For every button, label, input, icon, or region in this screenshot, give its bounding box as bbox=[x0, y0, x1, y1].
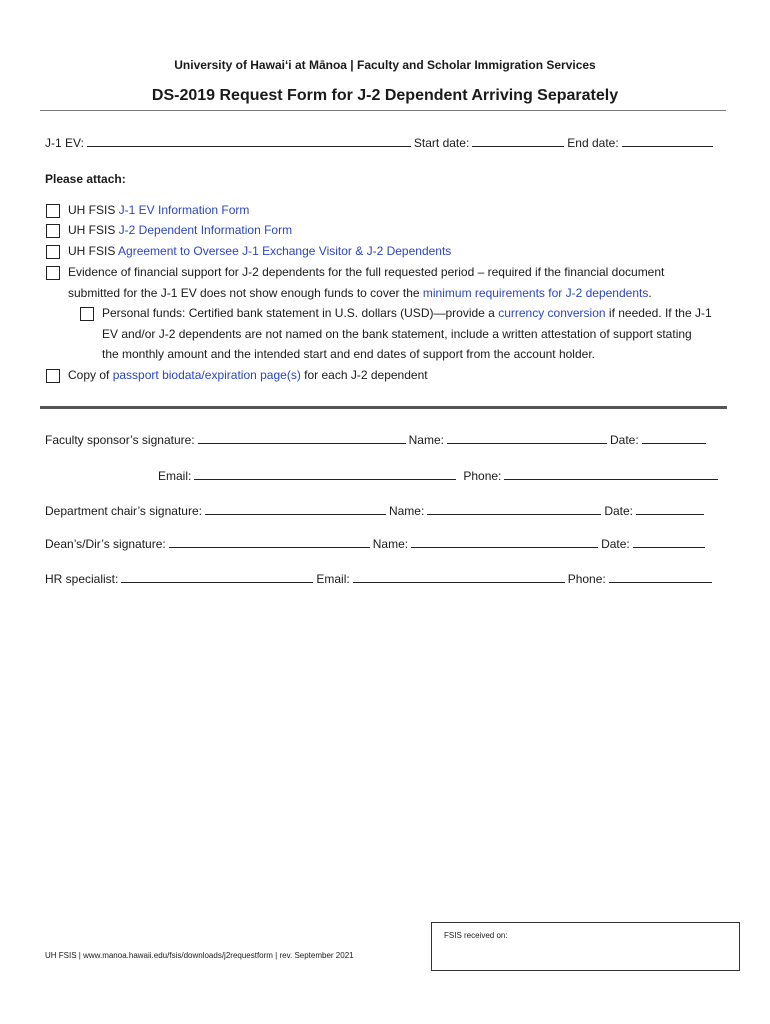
faculty-date-field[interactable] bbox=[642, 432, 706, 444]
list-item bbox=[102, 303, 712, 365]
footer: UH FSIS | www.manoa.hawaii.edu/fsis/downloads/j2requestform | rev. September 2021 bbox=[45, 951, 354, 960]
list-item bbox=[68, 200, 249, 221]
j1-ev-form-link[interactable]: J-1 EV Information Form bbox=[118, 203, 250, 217]
checkbox-passport[interactable] bbox=[46, 369, 60, 383]
chair-date-label: Date: bbox=[604, 504, 633, 518]
hr-email-field[interactable] bbox=[353, 571, 565, 583]
section-divider bbox=[40, 406, 727, 409]
item-text-line2 bbox=[68, 283, 664, 304]
faculty-date-label: Date: bbox=[609, 433, 639, 447]
item-text: submitted for the J-1 EV does not show enough funds to cover the bbox=[68, 285, 423, 300]
page-title: DS-2019 Request Form for J-2 Dependent Arriving Separately bbox=[151, 87, 619, 104]
dean-date-field[interactable] bbox=[633, 536, 705, 548]
item-text: UH FSIS bbox=[68, 203, 119, 217]
faculty-sponsor-row bbox=[45, 432, 709, 447]
dean-signature-label: Dean’s/Dir’s signature: bbox=[45, 537, 166, 551]
fsis-received-label: FSIS received on: bbox=[444, 931, 508, 940]
dean-row bbox=[45, 536, 708, 551]
hr-row bbox=[45, 571, 715, 586]
list-item bbox=[68, 241, 451, 262]
list-item bbox=[68, 262, 664, 303]
hr-phone-field[interactable] bbox=[609, 571, 712, 583]
dean-signature-field[interactable] bbox=[169, 536, 370, 548]
item-text: EV and/or J-2 dependents are not named on the bank statement, include a written attestation of support stating bbox=[102, 326, 692, 341]
j1-ev-field[interactable] bbox=[87, 135, 411, 147]
item-text: UH FSIS bbox=[68, 223, 119, 237]
faculty-signature-label: Faculty sponsor’s signature: bbox=[45, 433, 195, 447]
header: University of Hawaiʻi at Mānoa | Faculty and Scholar Immigration Services bbox=[174, 58, 596, 72]
please-attach-heading: Please attach: bbox=[45, 172, 126, 186]
dean-name-label: Name: bbox=[372, 537, 409, 551]
currency-conversion-link[interactable]: currency conversion bbox=[498, 306, 606, 320]
end-date-label: End date: bbox=[567, 136, 619, 150]
item-text: the monthly amount and the intended start and end dates of support from the account holder. bbox=[102, 347, 595, 361]
item-text: Personal funds: Certified bank statement in U.S. dollars (USD)—provide a bbox=[102, 306, 499, 320]
minimum-requirements-link[interactable]: minimum requirements for J-2 dependents bbox=[422, 285, 649, 300]
chair-name-field[interactable] bbox=[427, 503, 601, 515]
chair-name-label: Name: bbox=[388, 504, 425, 518]
hr-email-label: Email: bbox=[316, 572, 350, 586]
item-text: Evidence of financial support for J-2 dependents for the full requested period – required if the financial document bbox=[68, 265, 665, 279]
hr-field[interactable] bbox=[121, 571, 313, 583]
checkbox-personal-funds[interactable] bbox=[80, 307, 94, 321]
faculty-contact-row bbox=[158, 468, 721, 483]
chair-date-field[interactable] bbox=[636, 503, 704, 515]
checkbox-financial-support[interactable] bbox=[46, 266, 60, 280]
start-date-label: Start date: bbox=[413, 136, 470, 150]
chair-signature-label: Department chair’s signature: bbox=[45, 504, 202, 518]
agreement-link[interactable]: Agreement to Oversee J-1 Exchange Visitor & J-2 Dependents bbox=[118, 244, 452, 258]
dean-date-label: Date: bbox=[601, 537, 630, 551]
list-item bbox=[68, 220, 292, 241]
faculty-name-label: Name: bbox=[408, 433, 444, 447]
checkbox-j1-ev-form[interactable] bbox=[46, 204, 60, 218]
dean-name-field[interactable] bbox=[411, 536, 598, 548]
chair-row bbox=[45, 503, 707, 518]
title-divider bbox=[40, 110, 726, 111]
ev-row bbox=[45, 135, 716, 150]
faculty-phone-label: Phone: bbox=[463, 469, 502, 483]
list-item bbox=[68, 365, 428, 386]
faculty-name-field[interactable] bbox=[447, 432, 607, 444]
hr-phone-label: Phone: bbox=[567, 572, 606, 586]
item-text: Copy of bbox=[68, 368, 113, 382]
item-text: . bbox=[648, 285, 652, 300]
faculty-email-field[interactable] bbox=[194, 468, 456, 480]
faculty-email-label: Email: bbox=[158, 469, 192, 483]
checkbox-j2-dependent-form[interactable] bbox=[46, 224, 60, 238]
fsis-received-box[interactable] bbox=[431, 922, 740, 971]
passport-link[interactable]: passport biodata/expiration page(s) bbox=[112, 368, 301, 382]
item-text: for each J-2 dependent bbox=[300, 368, 428, 382]
checkbox-agreement[interactable] bbox=[46, 245, 60, 259]
item-text-line1 bbox=[102, 303, 712, 324]
start-date-field[interactable] bbox=[472, 135, 564, 147]
hr-label: HR specialist: bbox=[45, 572, 119, 586]
end-date-field[interactable] bbox=[622, 135, 713, 147]
j2-dependent-form-link[interactable]: J-2 Dependent Information Form bbox=[118, 223, 293, 237]
item-text: UH FSIS bbox=[68, 244, 119, 258]
chair-signature-field[interactable] bbox=[205, 503, 386, 515]
j1-ev-label: J-1 EV: bbox=[45, 136, 84, 150]
item-text: if needed. If the J-1 bbox=[605, 306, 712, 320]
faculty-signature-field[interactable] bbox=[198, 432, 406, 444]
faculty-phone-field[interactable] bbox=[504, 468, 718, 480]
